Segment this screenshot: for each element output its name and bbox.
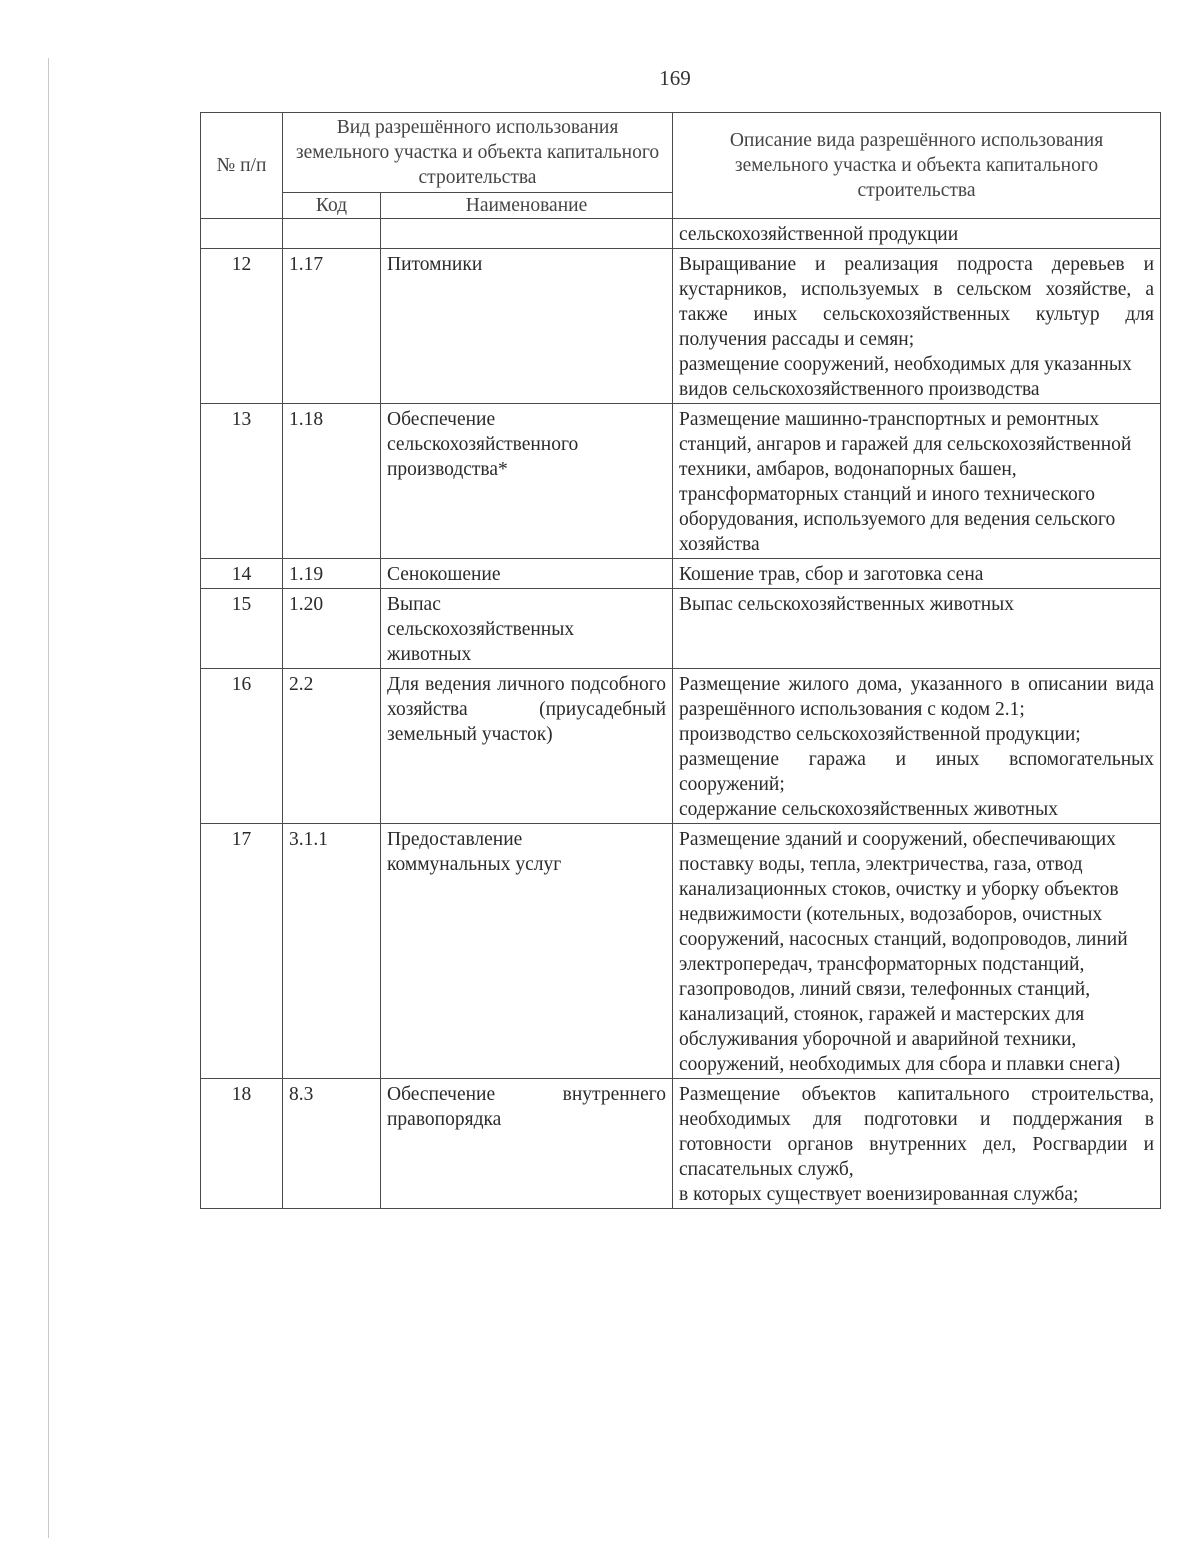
description-paragraph: размещение гаража и иных вспомогательных сооружений; [679, 749, 1155, 795]
row-name: Обеспечение внутреннего правопорядка [381, 1079, 673, 1209]
header-type-group: Вид разрешённого использования земельного участка и объекта капитального строительства [283, 113, 673, 193]
row-name [381, 219, 673, 249]
row-description [673, 669, 1161, 824]
table-row [201, 404, 1161, 559]
header-code: Код [283, 193, 381, 219]
description-paragraph: Размещение жилого дома, указанного в описании вида разрешённого использования с кодом 2.1; [679, 674, 1155, 720]
description-paragraph: Размещение объектов капитального строительства, необходимых для подготовки и поддержания в готовности органов внутренних дел, Росгвардии и спасательных служб, [679, 1084, 1155, 1180]
row-name: Выпас сельскохозяйственных животных [381, 589, 673, 669]
row-description [673, 589, 1161, 669]
table-row [201, 669, 1161, 824]
row-code: 1.17 [283, 249, 381, 404]
row-name: Обеспечение сельскохозяйственного производства* [381, 404, 673, 559]
row-num: 12 [201, 249, 283, 404]
description-paragraph: Кошение трав, сбор и заготовка сена [679, 564, 984, 585]
description-paragraph: Выпас сельскохозяйственных животных [679, 594, 1014, 615]
row-name: Для ведения личного подсобного хозяйства (приусадебный земельный участок) [381, 669, 673, 824]
description-paragraph: Размещение зданий и сооружений, обеспечивающих поставку воды, тепла, электричества, газа, отвод канализационных стоков, очистку и уборку объектов недвижимости (котельных, водозаборов, очистных сооружений, насосных станций, водопроводов, линий электропередач, трансформаторных подстанций, газопроводов, линий связи, телефонных станций, канализаций, стоянок, гаражей и мастерских для обслуживания уборочной и аварийной техники, сооружений, необходимых для сбора и плавки снега) [679, 829, 1128, 1075]
row-code: 3.1.1 [283, 824, 381, 1079]
row-name: Предоставление коммунальных услуг [381, 824, 673, 1079]
row-num: 13 [201, 404, 283, 559]
table-row [201, 824, 1161, 1079]
row-code: 1.20 [283, 589, 381, 669]
row-name: Сенокошение [381, 559, 673, 589]
header-description: Описание вида разрешённого использования земельного участка и объекта капитального строительства [673, 113, 1161, 219]
row-num [201, 219, 283, 249]
row-description [673, 559, 1161, 589]
row-name: Питомники [381, 249, 673, 404]
row-description [673, 824, 1161, 1079]
row-num: 18 [201, 1079, 283, 1209]
description-paragraph: производство сельскохозяйственной продукции; [679, 724, 1081, 745]
header-num: № п/п [201, 113, 283, 219]
table-row [201, 249, 1161, 404]
row-code: 8.3 [283, 1079, 381, 1209]
description-paragraph: Выращивание и реализация подроста деревьев и кустарников, используемых в сельском хозяйстве, а также иных сельскохозяйственных культур для получения рассады и семян; [679, 254, 1155, 350]
row-num: 17 [201, 824, 283, 1079]
binding-edge-line [48, 58, 49, 1538]
row-code: 1.19 [283, 559, 381, 589]
row-code: 1.18 [283, 404, 381, 559]
row-num: 16 [201, 669, 283, 824]
row-code: 2.2 [283, 669, 381, 824]
table-row-continuation [201, 219, 1161, 249]
description-paragraph: содержание сельскохозяйственных животных [679, 799, 1058, 820]
description-paragraph: Размещение машинно-транспортных и ремонтных станций, ангаров и гаражей для сельскохозяйственной техники, амбаров, водонапорных башен, трансформаторных станций и иного технического оборудования, используемого для ведения сельского хозяйства [679, 409, 1132, 555]
row-num: 15 [201, 589, 283, 669]
table-row [201, 589, 1161, 669]
description-paragraph: размещение сооружений, необходимых для указанных видов сельскохозяйственного производства [679, 354, 1132, 400]
description-paragraph: в которых существует военизированная служба; [679, 1184, 1079, 1205]
table-row [201, 1079, 1161, 1209]
row-description [673, 404, 1161, 559]
row-num: 14 [201, 559, 283, 589]
page-number: 169 [659, 66, 691, 90]
row-description [673, 1079, 1161, 1209]
row-code [283, 219, 381, 249]
land-use-table [200, 112, 1161, 1209]
header-name: Наименование [381, 193, 673, 219]
row-description: сельскохозяйственной продукции [673, 219, 1161, 249]
row-description [673, 249, 1161, 404]
header-row [201, 113, 1161, 193]
table-row [201, 559, 1161, 589]
